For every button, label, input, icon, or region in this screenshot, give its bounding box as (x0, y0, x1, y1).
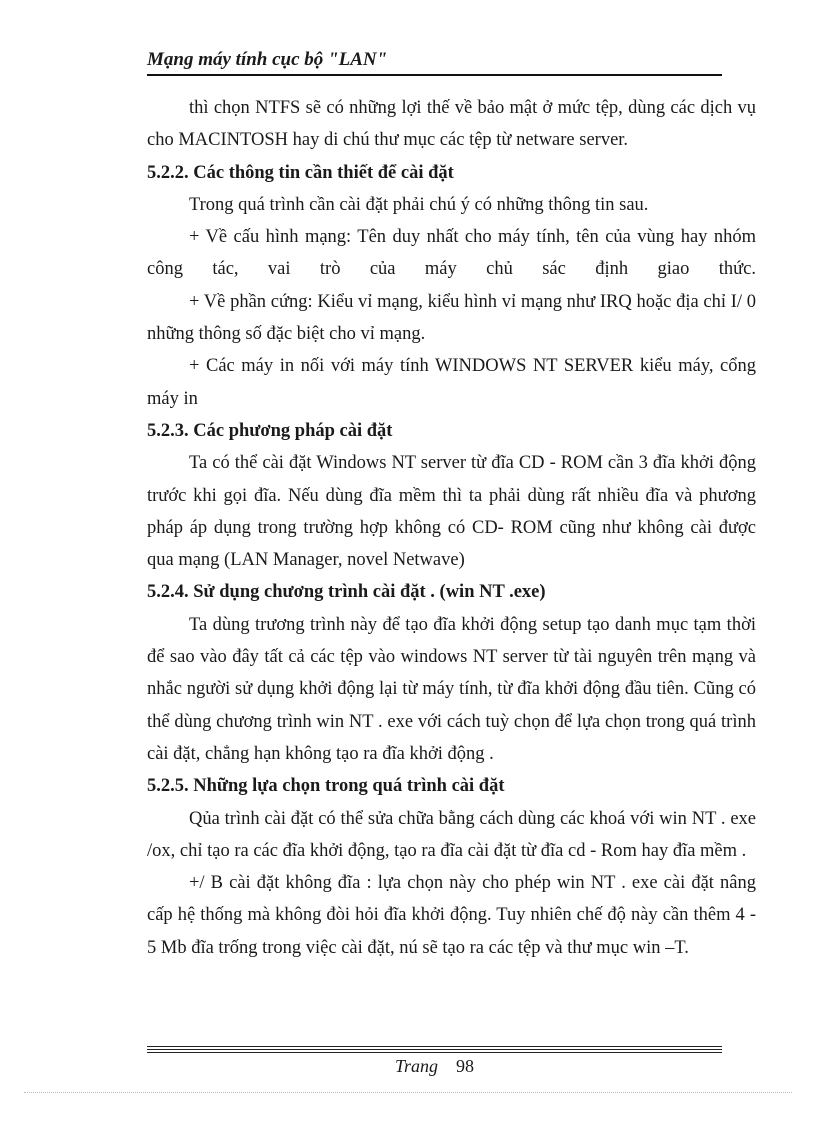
section-heading-5-2-3: 5.2.3. Các phương pháp cài đặt (147, 420, 393, 441)
paragraph-hardware: + Về phần cứng: Kiểu vỉ mạng, kiểu hình vỉ mạng như IRQ hoặc địa chỉ I/ 0 những thông số đặc biệt cho vỉ mạng. (147, 291, 756, 345)
header-title: Mạng máy tính cục bộ "LAN" (147, 49, 388, 70)
section-heading-5-2-4: 5.2.4. Sử dụng chương trình cài đặt . (win NT .exe) (147, 582, 546, 603)
bottom-dotted-border (24, 1092, 792, 1093)
footer-label: Trang (394, 1056, 439, 1076)
paragraph-install-options: Qủa trình cài đặt có thể sửa chữa bằng cách dùng các khoá với win NT . exe /ox, chỉ tạo ra các đĩa khởi động, tạo ra đĩa cài đặt từ đĩa cd - Rom hay đĩa mềm . (147, 808, 756, 861)
page-header (147, 48, 722, 76)
page-footer (147, 1053, 722, 1079)
footer-rule-top (147, 1046, 722, 1047)
page-number: 98 (456, 1056, 475, 1076)
paragraph-setup-program: Ta dùng trương trình này để tạo đĩa khởi động setup tạo danh mục tạm thời để sao vào đây tất cả các tệp vào windows NT server từ tài nguyên trên mạng và nhắc người sử dụng khởi động lại từ máy tính, từ đĩa khởi động đầu tiên. Cũng có thể dùng chương trình win NT . exe với cách tuỳ chọn để lựa chọn trong quá trình cài đặt, chẳng hạn không tạo ra đĩa khởi động . (147, 614, 756, 764)
document-body (147, 92, 756, 964)
paragraph-network-config: + Về cấu hình mạng: Tên duy nhất cho máy tính, tên của vùng hay nhóm công tác, vai trò của máy chủ sác định giao thức. (147, 227, 756, 280)
paragraph-ntfs: thì chọn NTFS sẽ có những lợi thế về bảo mật ở mức tệp, dùng các dịch vụ cho MACINTOSH hay di chú thư mục các tệp từ netware server. (147, 98, 756, 151)
section-heading-5-2-2: 5.2.2. Các thông tin cần thiết để cài đặt (147, 162, 454, 183)
paragraph-info-intro: Trong quá trình cần cài đặt phải chú ý có những thông tin sau. (189, 194, 649, 215)
section-heading-5-2-5: 5.2.5. Những lựa chọn trong quá trình cài đặt (147, 776, 505, 797)
footer-rule-middle (147, 1049, 722, 1050)
paragraph-diskless-install: +/ B cài đặt không đĩa : lựa chọn này cho phép win NT . exe cài đặt nâng cấp hệ thống mà không đòi hỏi đĩa khởi động. Tuy nhiên chế độ này cần thêm 4 - 5 Mb đĩa trống trong việc cài đặt, nú sẽ tạo ra các tệp và thư mục win –T. (147, 873, 756, 958)
paragraph-install-methods: Ta có thể cài đặt Windows NT server từ đĩa CD - ROM cần 3 đĩa khởi động trước khi gọi đĩa. Nếu dùng đĩa mềm thì ta phải dùng rất nhiều đĩa và phương pháp áp dụng trong trường hợp không có CD- ROM cũng như không cài được qua mạng (LAN Manager, novel Netwave) (147, 453, 756, 571)
paragraph-printers: + Các máy in nối với máy tính WINDOWS NT SERVER kiểu máy, cổng máy in (147, 356, 756, 409)
header-rule (147, 74, 722, 76)
